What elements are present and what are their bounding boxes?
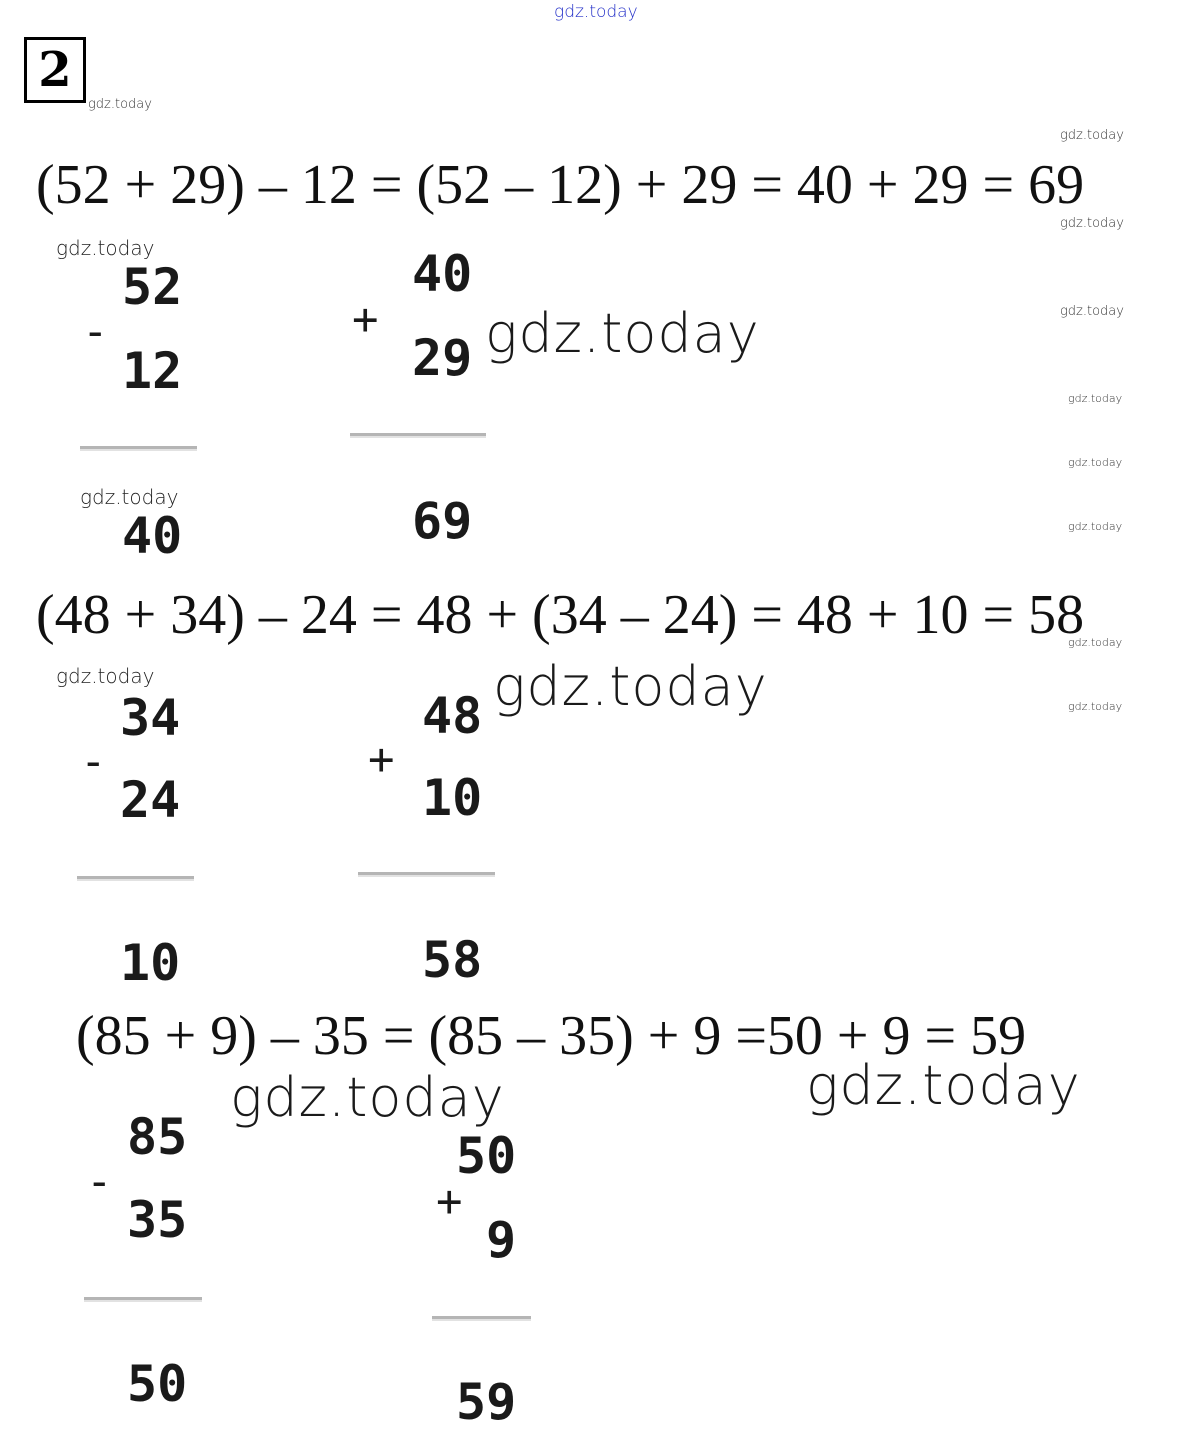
addend-2: 10 xyxy=(422,769,483,827)
addend-2: 29 xyxy=(412,329,473,387)
subtrahend: 12 xyxy=(122,342,183,400)
subtrahend: 35 xyxy=(127,1191,188,1249)
difference: 10 xyxy=(120,934,181,992)
equation-1: (52 + 29) – 12 = (52 – 12) + 29 = 40 + 29 = 69 xyxy=(36,154,1085,216)
addend-1: 48 xyxy=(422,687,483,745)
watermark: gdz.today xyxy=(1068,700,1123,713)
watermark: gdz.today xyxy=(1060,304,1124,319)
difference: 40 xyxy=(122,507,183,565)
result-line xyxy=(432,1316,531,1321)
watermark: gdz.today xyxy=(1068,456,1123,469)
sum: 69 xyxy=(412,492,473,550)
watermark: gdz.today xyxy=(806,1054,1081,1117)
watermark: gdz.today xyxy=(1060,128,1124,143)
result-line xyxy=(80,446,197,451)
watermark: gdz.today xyxy=(80,485,179,509)
task-number-box xyxy=(24,37,86,103)
watermark: gdz.today xyxy=(88,97,152,112)
plus-sign: + xyxy=(368,734,395,785)
watermark: gdz.today xyxy=(56,236,155,260)
watermark: gdz.today xyxy=(554,2,638,22)
addend-2: 9 xyxy=(486,1211,517,1269)
minus-sign: - xyxy=(80,736,107,787)
minus-sign: - xyxy=(86,1156,113,1207)
watermark: gdz.today xyxy=(1060,216,1124,231)
addend-1: 50 xyxy=(456,1127,517,1185)
watermark: gdz.today xyxy=(1068,636,1123,649)
watermark: gdz.today xyxy=(56,664,155,688)
result-line xyxy=(77,876,194,881)
result-line xyxy=(350,433,486,438)
result-line xyxy=(84,1297,202,1302)
watermark: gdz.today xyxy=(493,655,768,718)
watermark: gdz.today xyxy=(230,1066,505,1129)
watermark: gdz.today xyxy=(485,302,760,365)
subtrahend: 24 xyxy=(120,771,181,829)
minuend: 34 xyxy=(120,689,181,747)
minus-sign: - xyxy=(82,306,109,357)
equation-2: (48 + 34) – 24 = 48 + (34 – 24) = 48 + 10 = 58 xyxy=(36,584,1085,646)
sum: 59 xyxy=(456,1373,517,1431)
plus-sign: + xyxy=(436,1176,463,1227)
minuend: 52 xyxy=(122,258,183,316)
watermark: gdz.today xyxy=(1068,392,1123,405)
difference: 50 xyxy=(127,1355,188,1413)
equation-3: (85 + 9) – 35 = (85 – 35) + 9 =50 + 9 = 59 xyxy=(76,1005,1027,1067)
plus-sign: + xyxy=(352,294,379,345)
addend-1: 40 xyxy=(412,245,473,303)
minuend: 85 xyxy=(127,1108,188,1166)
watermark: gdz.today xyxy=(1068,520,1123,533)
task-number: 2 xyxy=(38,42,72,98)
result-line xyxy=(358,872,495,877)
sum: 58 xyxy=(422,931,483,989)
